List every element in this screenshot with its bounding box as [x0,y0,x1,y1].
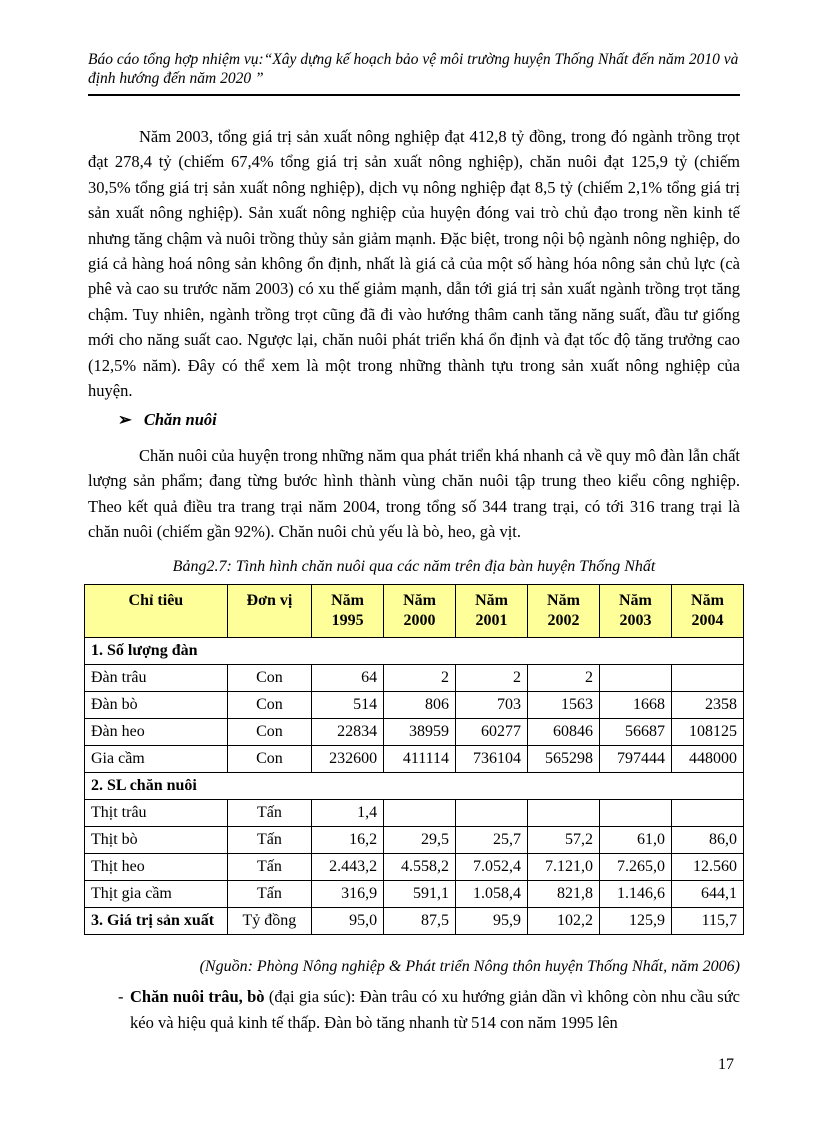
table-section-row [85,638,744,665]
table-row [85,665,744,692]
unit-cell: Con [227,746,311,773]
arrow-bullet-icon: ➢ [118,410,132,429]
section-heading [118,410,217,430]
row-label-cell: Đàn heo [85,719,228,746]
paragraph-agriculture-value: Năm 2003, tổng giá trị sản xuất nông nghiệp đạt 412,8 tỷ đồng, trong đó ngành trồng trọt đạt 278,4 tỷ (chiếm 67,4% tổng giá trị sản xuất nông nghiệp), chăn nuôi đạt 125,9 tỷ (chiếm 30,5% tổng giá trị sản xuất nông nghiệp), dịch vụ nông nghiệp đạt 8,5 tỷ (chiếm 2,1% tổng giá trị sản xuất nông nghiệp). Sản xuất nông nghiệp của huyện đóng vai trò chủ đạo trong nền kinh tế nhưng tăng chậm và nuôi trồng thủy sản giảm mạnh. Đặc biệt, trong nội bộ ngành nông nghiệp, do giá cả hàng hoá nông sản không ổn định, nhất là giá cả của một số hàng hóa nông sản chủ lực (cà phê và cao su trước năm 2003) có xu thế giảm mạnh, dẫn tới giá trị sản xuất ngành trồng trọt tăng chậm. Tuy nhiên, ngành trồng trọt cũng đã đi vào hướng thâm canh tăng năng suất, đầu tư giống mới cho năng suất cao. Ngược lại, chăn nuôi phát triển khá ổn định và đạt tốc độ tăng trưởng cao (12,5% năm). Đây có thể xem là một trong những thành tựu trong sản xuất nông nghiệp của huyện. [88,127,740,401]
value-cell: 115,7 [671,908,743,935]
value-cell: 61,0 [599,827,671,854]
value-cell: 16,2 [312,827,384,854]
header-cell: Năm 2002 [528,585,600,638]
value-cell: 87,5 [384,908,456,935]
table-row [85,854,744,881]
value-cell: 2358 [671,692,743,719]
value-cell: 95,0 [312,908,384,935]
table-row [85,800,744,827]
value-cell: 1563 [528,692,600,719]
value-cell: 4.558,2 [384,854,456,881]
value-cell: 232600 [312,746,384,773]
value-cell: 125,9 [599,908,671,935]
value-cell: 102,2 [528,908,600,935]
header-cell: Năm 1995 [312,585,384,638]
value-cell: 57,2 [528,827,600,854]
value-cell: 411114 [384,746,456,773]
table-row [85,719,744,746]
bullet-bold-lead: Chăn nuôi trâu, bò [130,987,265,1006]
header-cell: Năm 2004 [671,585,743,638]
value-cell: 7.121,0 [528,854,600,881]
value-cell [671,665,743,692]
table-row [85,746,744,773]
value-cell: 565298 [528,746,600,773]
value-cell: 60277 [456,719,528,746]
section-cell: 1. Số lượng đàn [85,638,744,665]
unit-cell: Con [227,692,311,719]
table-header-row [85,585,744,638]
value-cell: 95,9 [456,908,528,935]
row-label-cell: Thịt trâu [85,800,228,827]
value-cell: 2 [384,665,456,692]
livestock-table [84,584,744,935]
unit-cell: Tấn [227,827,311,854]
value-cell: 316,9 [312,881,384,908]
row-label-cell: Đàn trâu [85,665,228,692]
value-cell: 25,7 [456,827,528,854]
row-label-cell: Thịt bò [85,827,228,854]
value-cell: 64 [312,665,384,692]
header-cell: Năm 2000 [384,585,456,638]
value-cell: 56687 [599,719,671,746]
unit-cell: Tấn [227,881,311,908]
header-cell: Đơn vị [227,585,311,638]
value-cell: 797444 [599,746,671,773]
table-row [85,692,744,719]
row-label-cell: Thịt heo [85,854,228,881]
value-cell: 7.265,0 [599,854,671,881]
row-label-cell: 3. Giá trị sản xuất [85,908,228,935]
unit-cell: Con [227,719,311,746]
table-row [85,881,744,908]
row-label-cell: Thịt gia cầm [85,881,228,908]
value-cell: 29,5 [384,827,456,854]
value-cell: 60846 [528,719,600,746]
value-cell: 514 [312,692,384,719]
value-cell: 703 [456,692,528,719]
paragraph-livestock: Chăn nuôi của huyện trong những năm qua phát triển khá nhanh cả về quy mô đàn lẫn chất lượng sản phẩm; đang từng bước hình thành vùng chăn nuôi tập trung theo kiểu công nghiệp. Theo kết quả điều tra trang trại năm 2004, trong tổng số 344 trang trại, có tới 316 trang trại là chăn nuôi (chiếm gần 92%). Chăn nuôi chủ yếu là bò, heo, gà vịt. [88,446,740,542]
header-divider [88,94,740,96]
value-cell: 806 [384,692,456,719]
table-section-row [85,773,744,800]
value-cell: 108125 [671,719,743,746]
value-cell: 2 [456,665,528,692]
value-cell: 2 [528,665,600,692]
table-source: (Nguồn: Phòng Nông nghiệp & Phát triển Nông thôn huyện Thống Nhất, năm 2006) [199,958,740,975]
unit-cell: Tấn [227,800,311,827]
value-cell: 736104 [456,746,528,773]
section-cell: 2. SL chăn nuôi [85,773,744,800]
page-number: 17 [718,1056,734,1073]
unit-cell: Con [227,665,311,692]
value-cell: 7.052,4 [456,854,528,881]
value-cell [599,665,671,692]
row-label-cell: Gia cầm [85,746,228,773]
bullet-dash: - [118,987,124,1006]
value-cell: 2.443,2 [312,854,384,881]
value-cell [528,800,600,827]
page-header: Báo cáo tổng hợp nhiệm vụ:“Xây dựng kế hoạch bảo vệ môi trường huyện Thống Nhất đến năm 2010 và định hướng đến năm 2020 ” [88,51,739,87]
bullet-text: (đại gia súc): Đàn trâu có xu hướng giản dần vì không còn nhu cầu sức kéo và hiệu quả kinh tế thấp. Đàn bò tăng nhanh từ 514 con năm 1995 lên [130,987,740,1032]
header-cell: Chỉ tiêu [85,585,228,638]
value-cell: 821,8 [528,881,600,908]
unit-cell: Tỷ đồng [227,908,311,935]
value-cell: 1,4 [312,800,384,827]
value-cell: 644,1 [671,881,743,908]
value-cell: 1668 [599,692,671,719]
header-cell: Năm 2001 [456,585,528,638]
value-cell: 1.058,4 [456,881,528,908]
header-cell: Năm 2003 [599,585,671,638]
section-title: Chăn nuôi [143,410,217,429]
value-cell [456,800,528,827]
value-cell: 1.146,6 [599,881,671,908]
bullet-item [118,984,740,1036]
table-row [85,908,744,935]
value-cell: 448000 [671,746,743,773]
value-cell [384,800,456,827]
value-cell: 22834 [312,719,384,746]
value-cell: 12.560 [671,854,743,881]
value-cell [671,800,743,827]
value-cell [599,800,671,827]
value-cell: 38959 [384,719,456,746]
unit-cell: Tấn [227,854,311,881]
value-cell: 591,1 [384,881,456,908]
table-caption: Bảng2.7: Tình hình chăn nuôi qua các năm trên địa bàn huyện Thống Nhất [172,558,656,575]
table-row [85,827,744,854]
row-label-cell: Đàn bò [85,692,228,719]
value-cell: 86,0 [671,827,743,854]
